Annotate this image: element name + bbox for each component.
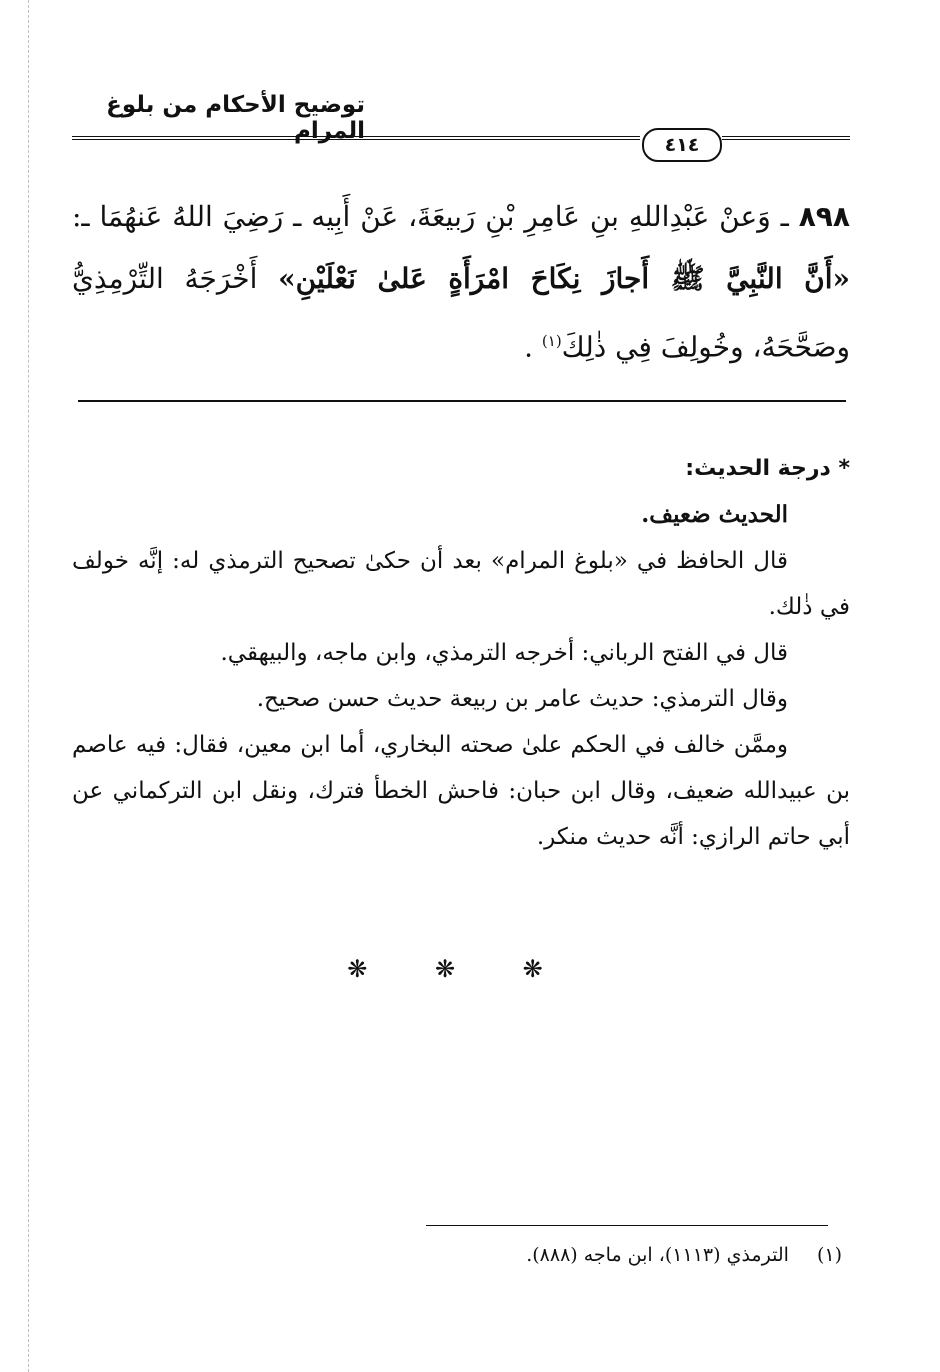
header-rule-right [722,136,850,140]
footnote-text: الترمذي (١١١٣)، ابن ماجه (٨٨٨). [526,1244,789,1266]
footnote [72,1244,842,1266]
section-divider [78,400,846,402]
hadith-text [72,186,850,378]
commentary-paragraph: قال في الفتح الرباني: أخرجه الترمذي، وابن ماجه، والبيهقي. [220,640,788,666]
page-number: ٤١٤ [642,128,722,162]
section-heading: * درجة الحديث: [685,456,850,481]
commentary-paragraph: قال الحافظ في «بلوغ المرام» بعد أن حكىٰ تصحيح الترمذي له: إنَّه خولف في ذٰلك. [72,548,850,620]
hadith-quote: «أَنَّ النَّبِيَّ ﷺ أَجازَ نِكَاحَ امْرَأَةٍ عَلىٰ نَعْلَيْنِ» [278,262,851,295]
commentary [72,446,850,860]
commentary-paragraph: وممَّن خالف في الحكم علىٰ صحته البخاري، أما ابن معين، فقال: فيه عاصم بن عبيدالله ضعيف، وقال ابن حبان: فاحش الخطأ فترك، ونقل ابن التركماني عن أبي حاتم الرازي: أنَّه حديث منكر. [72,732,850,850]
running-title: توضيح الأحكام من بلوغ المرام [106,92,365,144]
hadith-grade: الحديث ضعيف. [641,501,788,528]
hadith-dash: ـ [780,200,789,233]
hadith-intro: وَعنْ عَبْدِاللهِ بنِ عَامِرِ بْنِ رَبيعَةَ، عَنْ أَبِيه ـ رَضِيَ اللهُ عَنهُمَا ـ: [72,200,771,233]
scan-edge-line [28,0,31,1372]
section-end-stars: ❋ ❋ ❋ [347,955,573,983]
footnote-number: (١) [816,1244,842,1266]
hadith-end: . [524,330,533,364]
header-rule-left [72,136,640,140]
footnote-ref: (١) [541,332,562,350]
footnote-rule [426,1225,828,1226]
hadith-number: ٨٩٨ [798,200,850,233]
commentary-paragraph: وقال الترمذي: حديث عامر بن ربيعة حديث حسن صحيح. [256,686,788,712]
hadith-after: أَخْرَجَهُ التِّرْمِذِيُّ وصَحَّحَهُ، وخُولِفَ فِي ذٰلِكَ [72,262,850,364]
